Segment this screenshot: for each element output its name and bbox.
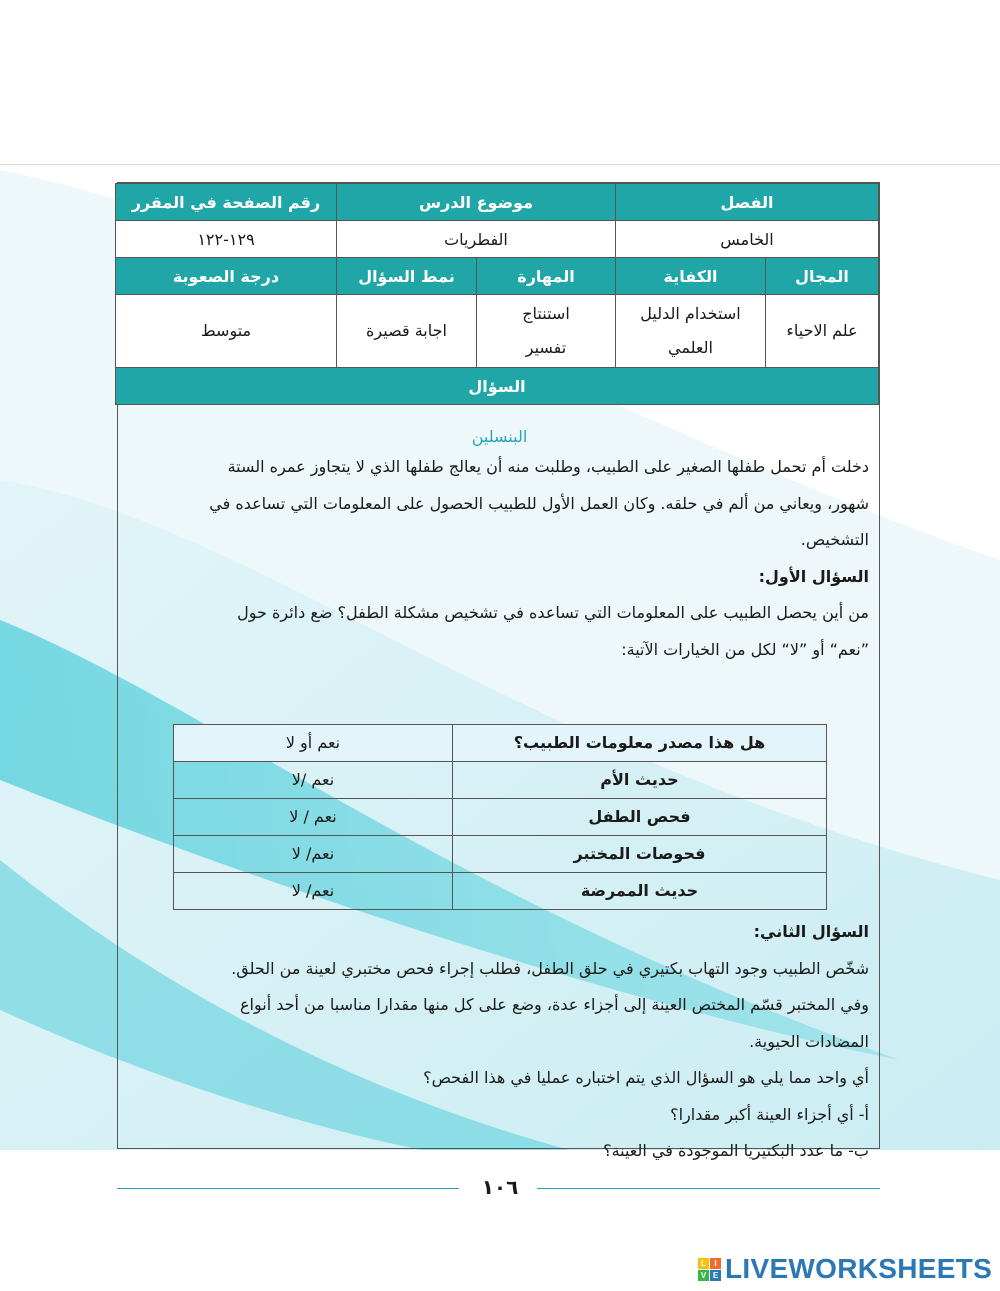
competency-value: استخدام الدليل العلمي — [616, 295, 766, 368]
sources-header-question: هل هذا مصدر معلومات الطبيب؟ — [453, 725, 827, 762]
logo-letter: L — [698, 1258, 709, 1269]
question-type-label: نمط السؤال — [336, 258, 476, 295]
logo-letter: E — [710, 1270, 721, 1281]
q2-option-a[interactable]: أ- أي أجزاء العينة أكبر مقدارا؟ — [670, 1104, 869, 1124]
page-ref-value: ١٢٩-١٢٢ — [115, 221, 336, 258]
source-cell: فحص الطفل — [453, 799, 827, 836]
q2-line: أي واحد مما يلي هو السؤال الذي يتم اختباره عمليا في هذا الفحص؟ — [423, 1068, 869, 1087]
skill-label: المهارة — [477, 258, 616, 295]
page-number: ١٠٦ — [481, 1175, 519, 1199]
sources-header-answer: نعم أو لا — [174, 725, 453, 762]
worksheet-card — [117, 182, 880, 1160]
domain-value: علم الاحياء — [766, 295, 879, 368]
liveworksheets-wordmark: LIVEWORKSHEETS — [725, 1253, 993, 1284]
domain-label: المجال — [766, 258, 879, 295]
answer-cell[interactable]: نعم/ لا — [174, 836, 453, 873]
chapter-label: الفصل — [616, 184, 879, 221]
source-cell: فحوصات المختبر — [453, 836, 827, 873]
chapter-value: الخامس — [616, 221, 879, 258]
difficulty-label: درجة الصعوبة — [115, 258, 336, 295]
top-divider — [0, 164, 1000, 165]
passage-line: دخلت أم تحمل طفلها الصغير على الطبيب، وطلبت منه أن يعالج طفلها الذي لا يتجاوز عمره الستة — [227, 457, 869, 476]
competency-label: الكفاية — [616, 258, 766, 295]
liveworksheets-logo-icon — [698, 1258, 721, 1281]
q2-option-b[interactable]: ب- ما عدد البكتيريا الموجودة في العينة؟ — [603, 1141, 869, 1160]
logo-letter: I — [710, 1258, 721, 1269]
table-row — [174, 762, 827, 799]
q2-line: وفي المختبر قسّم المختص العينة إلى أجزاء عدة، وضع على كل منها مقدارا مناسبا من أحد أنواع — [239, 995, 869, 1014]
table-row — [174, 836, 827, 873]
info-table — [115, 183, 879, 405]
sources-table-wrap — [130, 668, 869, 914]
topic-value: الفطريات — [336, 221, 615, 258]
q1-heading: السؤال الأول: — [758, 566, 869, 586]
logo-letter: V — [698, 1270, 709, 1281]
passage-line: شهور، ويعاني من ألم في حلقه. وكان العمل الأول للطبيب الحصول على المعلومات التي تساعده في — [209, 493, 869, 513]
passage-line: التشخيص. — [800, 530, 869, 549]
liveworksheets-logo — [698, 1253, 992, 1285]
skill-value: استنتاج تفسير — [477, 295, 616, 368]
answer-cell[interactable]: نعم /لا — [174, 762, 453, 799]
passage-title: البنسلين — [471, 427, 528, 446]
page-ref-label: رقم الصفحة في المقرر — [115, 184, 336, 221]
table-row — [174, 799, 827, 836]
topic-label: موضوع الدرس — [336, 184, 615, 221]
source-cell: حديث الأم — [453, 762, 827, 799]
q2-line: المضادات الحيوية. — [749, 1031, 869, 1051]
question-type-value: اجابة قصيرة — [336, 295, 476, 368]
source-cell: حديث الممرضة — [453, 873, 827, 910]
answer-cell[interactable]: نعم/ لا — [174, 873, 453, 910]
q2-heading: السؤال الثاني: — [753, 922, 869, 941]
question-header: السؤال — [115, 368, 878, 405]
question-content — [118, 405, 879, 1160]
difficulty-value: متوسط — [115, 295, 336, 368]
q1-line: من أين يحصل الطبيب على المعلومات التي تساعده في تشخيص مشكلة الطفل؟ ضع دائرة حول — [237, 603, 869, 622]
q1-line: ”نعم“ أو ”لا“ لكل من الخيارات الآتية: — [621, 639, 869, 659]
sources-table — [173, 724, 827, 910]
q2-line: شخّص الطبيب وجود التهاب بكتيري في حلق الطفل، فطلب إجراء فحص مختبري لعينة من الحلق. — [231, 958, 869, 978]
answer-cell[interactable]: نعم / لا — [174, 799, 453, 836]
table-row — [174, 873, 827, 910]
